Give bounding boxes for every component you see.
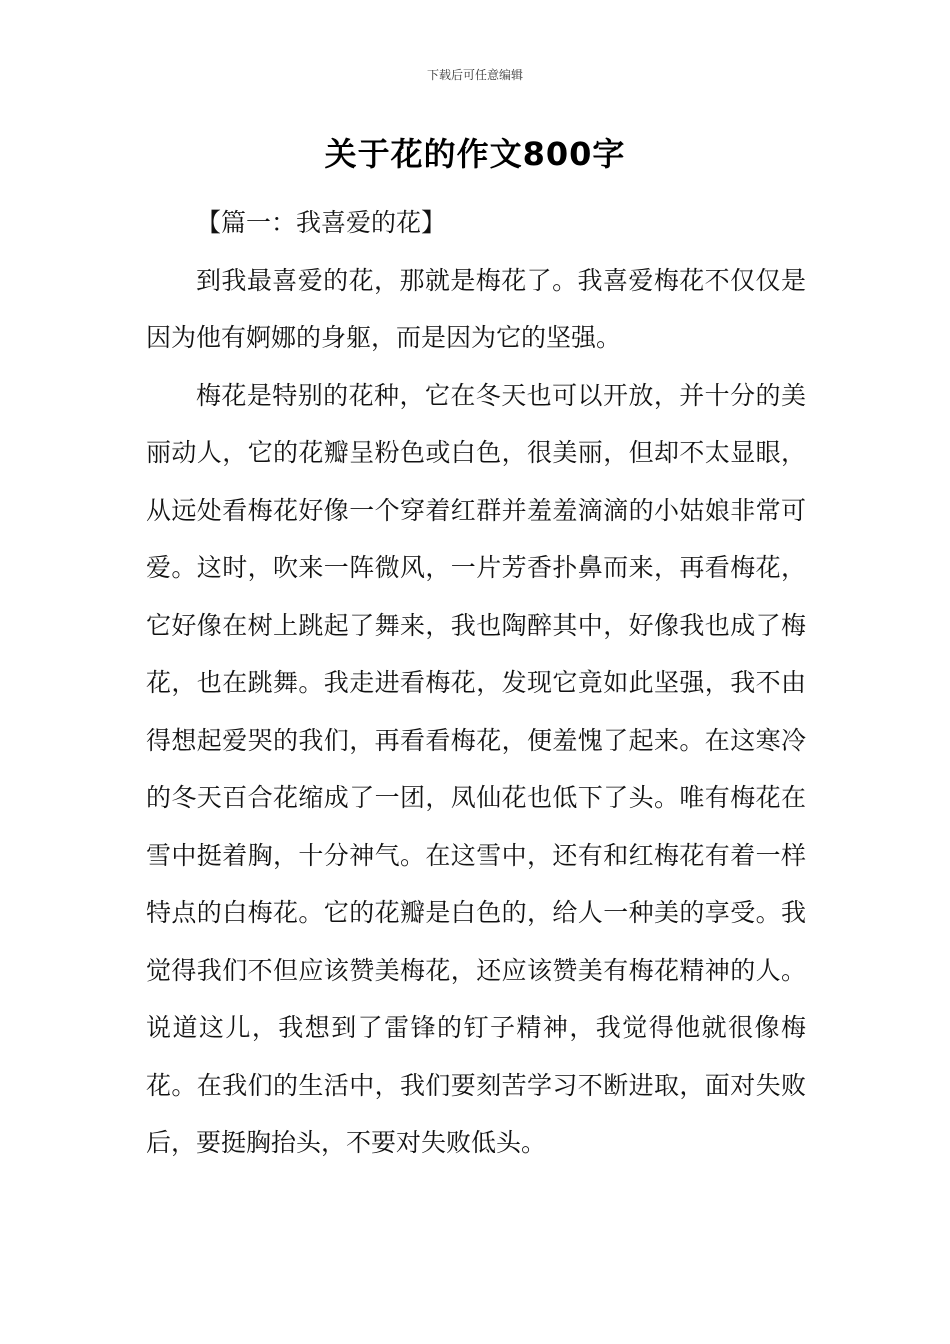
paragraph-1: 到我最喜爱的花，那就是梅花了。我喜爱梅花不仅仅是因为他有婀娜的身躯，而是因为它的坚强。 <box>146 265 806 352</box>
header-note: 下载后可任意编辑 <box>426 68 523 82</box>
paragraph-2: 梅花是特别的花种，它在冬天也可以开放，并十分的美丽动人，它的花瓣呈粉色或白色，很美丽，但却不太显眼，从远处看梅花好像一个穿着红群并羞羞滴滴的小姑娘非常可爱。这时，吹来一阵微风，一片芳香扑鼻而来，再看梅花，它好像在树上跳起了舞来，我也陶醉其中，好像我也成了梅花，也在跳舞。我走进看梅花，发现它竟如此坚强，我不由得想起爱哭的我们，再看看梅花，便羞愧了起来。在这寒冷的冬天百合花缩成了一团，凤仙花也低下了头。唯有梅花在雪中挺着胸，十分神气。在这雪中，还有和红梅花有着一样特点的白梅花。它的花瓣是白色的，给人一种美的享受。我觉得我们不但应该赞美梅花，还应该赞美有梅花精神的人。说道这儿，我想到了雷锋的钉子精神，我觉得他就很像梅花。在我们的生活中，我们要刻苦学习不断进取，面对失败后，要挺胸抬头，不要对失败低头。 <box>146 380 806 1157</box>
document-body <box>146 194 806 1172</box>
page-title: 关于花的作文800字 <box>324 135 626 173</box>
section-heading: 【篇一：我喜爱的花】 <box>196 208 447 237</box>
